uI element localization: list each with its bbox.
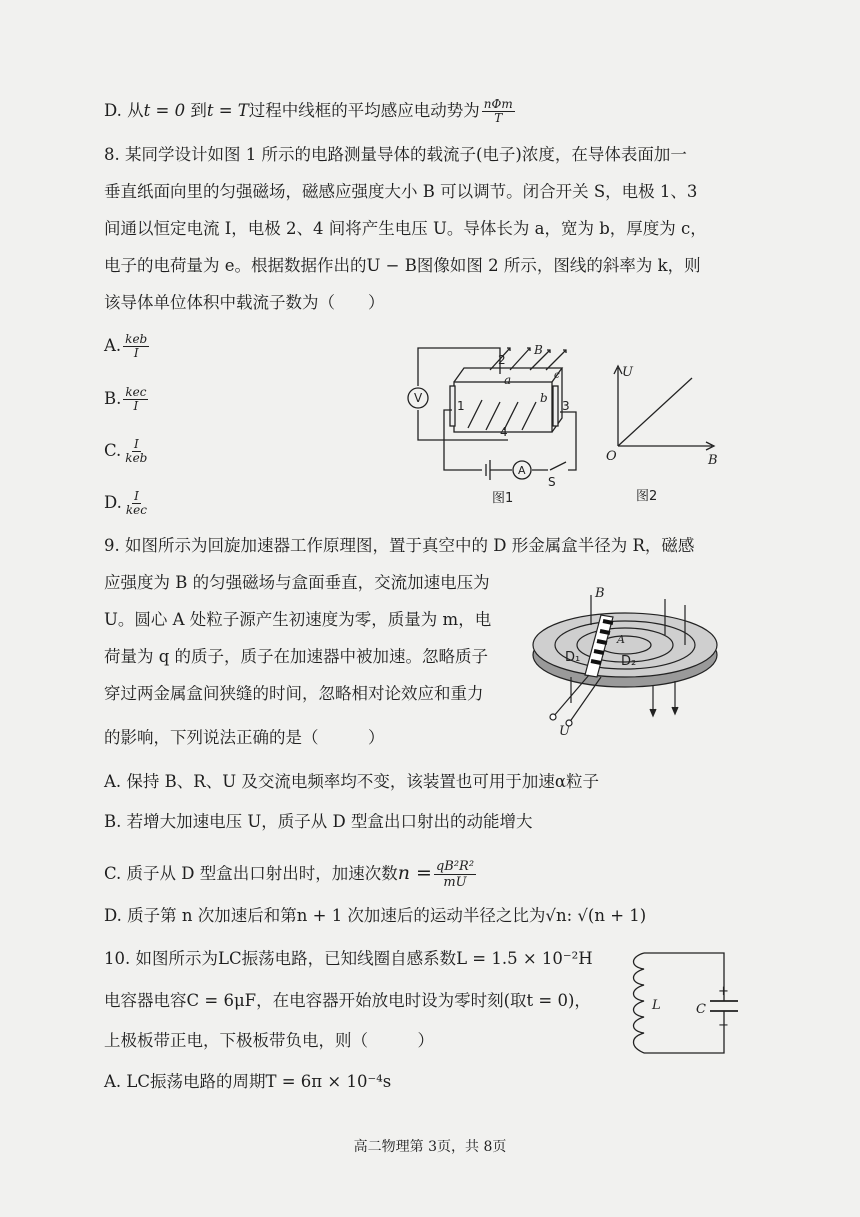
q10-stem-line: 电容器电容C = 6μF，在电容器开始放电时设为零时刻(取t = 0)， [104,991,591,1010]
q9-option-a: A. 保持 B、R、U 及交流电频率均不变，该装置也可用于加速α粒子 [104,772,599,791]
q10-lc-circuit-figure [620,945,760,1065]
plus-sign: + [718,984,729,999]
electrode-3-label: 3 [562,399,570,413]
option-label: A. [104,336,122,355]
q9-optc-text: C. 质子从 D 型盒出口射出时，加速次数 [104,864,398,883]
center-a-label: A [617,633,625,646]
q8-stem-line: 间通以恒定电流 I，电极 2、4 间将产生电压 U。导体长为 a，宽为 b，厚度为 c， [104,219,707,238]
q7-optd-prefix: D. 从 [104,101,144,120]
x-axis-label: B [708,453,718,468]
q9-stem-line: U。圆心 A 处粒子源产生初速度为零，质量为 m，电 [104,610,492,629]
inductor-label: L [652,998,661,1013]
q8-figure-2-graph [600,360,730,510]
field-label: B [534,343,543,357]
q8-stem-line: 8. 某同学设计如图 1 所示的电路测量导体的载流子(电子)浓度，在导体表面加一 [104,145,687,164]
option-fraction [123,333,149,360]
battery-icon [486,460,490,480]
option-label: B. [104,389,122,408]
u-b-line [618,378,692,446]
field-b-label: B [595,586,605,601]
option-fraction [123,438,149,465]
frac-num: kec [125,385,147,399]
q7-optd-num: nΦm [483,97,513,111]
ammeter-label: A [518,464,526,477]
dim-b-label: b [540,391,548,405]
q9-optc-n: n = [397,862,432,884]
field-arrowheads [650,707,678,716]
q8-option-a [104,333,151,360]
frac-num: I [134,489,139,503]
d1-label: D₁ [565,650,581,665]
q10-stem-line: 10. 如图所示为LC振荡电路，已知线圈自感系数L = 1.5 × 10⁻²H [104,949,593,968]
q8-stem-line: 该导体单位体积中载流子数为（ ） [104,293,385,312]
d2-label: D₂ [621,654,637,669]
q8-option-c [104,438,151,465]
electrode-1-label: 1 [457,399,465,413]
wire [560,412,576,470]
frac-num: qB²R² [435,859,475,874]
frac-den: kec [125,503,147,517]
electrode-4-label: 4 [500,425,508,439]
switch-icon [550,462,566,470]
q9-option-b: B. 若增大加速电压 U，质子从 D 型盒出口射出的动能增大 [104,812,533,831]
q7-optd-mid: 到 [185,101,207,120]
fig2-caption: 图2 [636,489,658,504]
frac-num: I [133,437,139,451]
electrode-2-label: 2 [498,353,506,367]
wire [418,410,508,440]
minus-sign: − [718,1018,729,1033]
terminal [550,714,556,720]
q7-optd-text: 过程中线框的平均感应电动势为 [248,101,480,120]
q9-optc-fraction [434,859,476,890]
capacitor-label: C [696,1002,706,1017]
origin-label: O [606,449,617,464]
option-fraction [123,386,148,413]
q9-stem-line: 应强度为 B 的匀强磁场与盒面垂直，交流加速电压为 [104,573,490,592]
y-axis-label: U [622,365,633,380]
q9-cyclotron-figure [525,585,725,735]
q8-stem-line: 电子的电荷量为 e。根据数据作出的U − B图像如图 2 所示，图线的斜率为 k，则 [104,256,701,275]
q7-option-d [104,98,517,125]
q8-stem-line: 垂直纸面向里的匀强磁场，磁感应强度大小 B 可以调节。闭合开关 S，电极 1、3 [104,182,698,201]
electrode-3 [553,386,558,426]
q10-stem-line: 上极板带正电，下极板带负电，则（ ） [104,1031,434,1050]
option-label: D. [104,493,122,512]
q9-stem-line: 穿过两金属盒间狭缝的时间，忽略相对论效应和重力 [104,684,484,703]
wire [418,348,500,386]
option-fraction [124,490,149,517]
fig1-caption: 图1 [492,491,514,506]
frac-den: mU [443,875,467,890]
capacitor-icon [710,1001,738,1011]
frac-den: I [133,346,139,360]
q8-option-b [104,386,150,413]
page-footer: 高二物理第 3页，共 8页 [353,1139,507,1155]
voltage-u-label: U [559,724,570,735]
switch-label: S [548,475,556,489]
q10-option-a: A. LC振荡电路的周期T = 6π × 10⁻⁴s [104,1072,392,1091]
q7-optd-t0: t = 0 [143,101,186,120]
dim-c-label: c [554,370,560,381]
electrode-1 [450,386,455,426]
q7-optd-tT: t = T [206,101,249,120]
q9-option-c [104,859,478,890]
q7-optd-den: T [494,111,503,125]
dim-a-label: a [504,373,512,387]
inductor-coil-icon [634,953,645,1053]
q9-stem-line: 的影响，下列说法正确的是（ ） [104,728,385,747]
q9-stem-line: 9. 如图所示为回旋加速器工作原理图，置于真空中的 D 形金属盒半径为 R，磁感 [104,536,695,555]
q9-stem-line: 荷量为 q 的质子，质子在加速器中被加速。忽略质子 [104,647,489,666]
q9-option-d: D. 质子第 n 次加速后和第n + 1 次加速后的运动半径之比为√n: √(n + 1) [104,906,647,925]
frac-num: keb [125,332,148,346]
voltmeter-label: V [414,391,423,405]
q8-option-d [104,490,151,517]
frac-den: keb [125,451,148,465]
q8-figure-1-circuit [400,340,600,510]
frac-den: I [133,399,139,413]
option-label: C. [104,441,122,460]
q7-optd-fraction [482,98,515,125]
